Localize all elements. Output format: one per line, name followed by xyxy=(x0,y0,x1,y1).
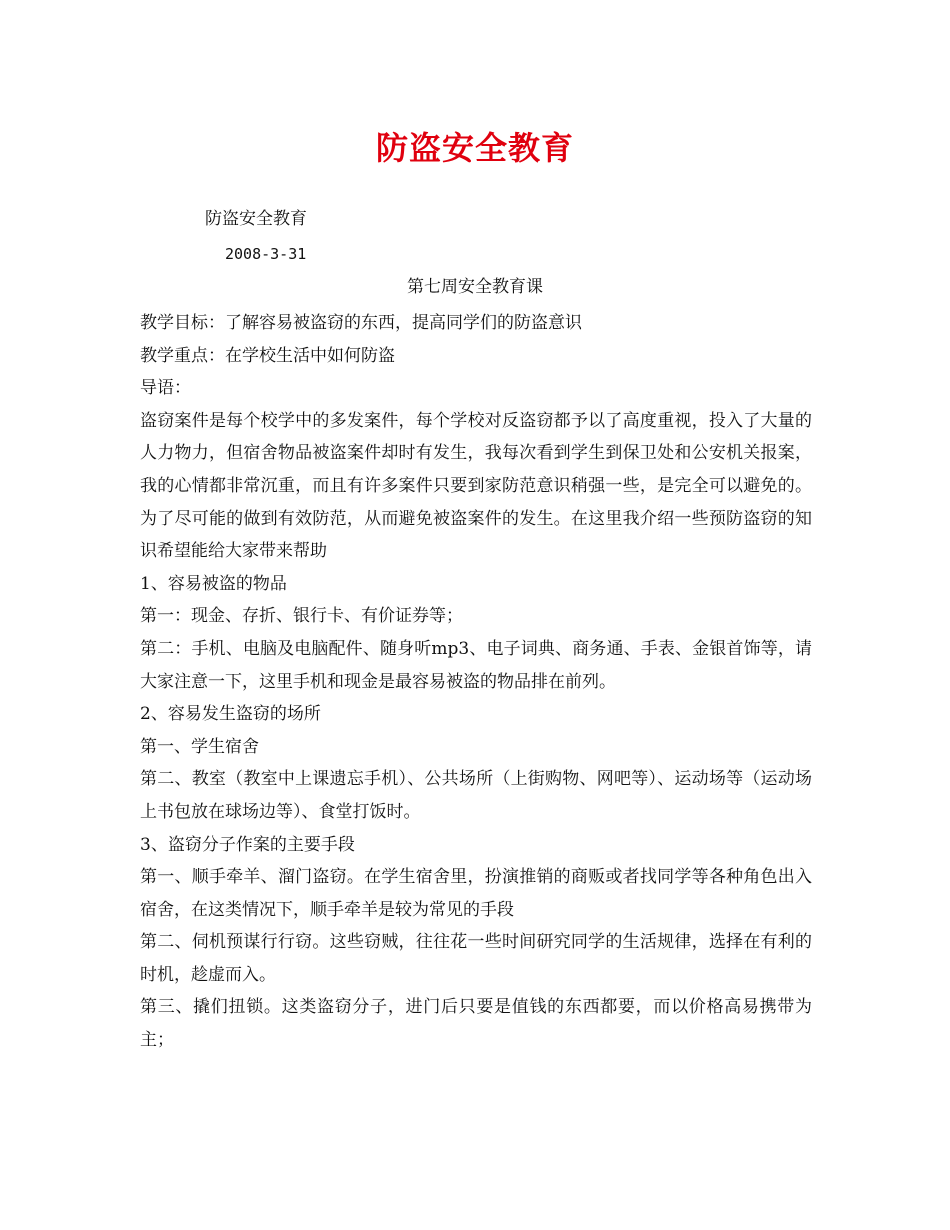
paragraph: 第二：手机、电脑及电脑配件、随身听mp3、电子词典、商务通、手表、金银首饰等，请大家注意一下，这里手机和现金是最容易被盗的物品排在前列。 xyxy=(140,638,812,692)
document-title: 防盗安全教育 xyxy=(375,129,574,167)
paragraph: 第一：现金、存折、银行卡、有价证券等； xyxy=(140,606,463,627)
paragraph: 第一、学生宿舍 xyxy=(140,736,259,757)
paragraph: 第二、教室（教室中上课遗忘手机）、公共场所（上街购物、网吧等）、运动场等（运动场上书包放在球场边等）、食堂打饭时。 xyxy=(140,769,812,822)
section-heading-3: 3、盗窃分子作案的主要手段 xyxy=(140,834,355,855)
paragraph: 第三、撬们扭锁。这类盗窃分子，进门后只要是值钱的东西都要，而以价格高易携带为主； xyxy=(140,997,812,1051)
paragraph: 第一、顺手牵羊、溜门盗窃。在学生宿舍里，扮演推销的商贩或者找同学等各种角色出入宿舍，在这类情况下，顺手牵羊是较为常见的手段 xyxy=(140,867,812,920)
section-heading-2: 2、容易发生盗窃的场所 xyxy=(140,704,321,725)
document-subtitle: 防盗安全教育 xyxy=(205,209,307,229)
paragraph-intro: 盗窃案件是每个校学中的多发案件，每个学校对反盗窃都予以了高度重视，投入了大量的人力物力，但宿舍物品被盗案件却时有发生，我每次看到学生到保卫处和公安机关报案，我的心情都非常沉重，而且有许多案件只要到家防范意识稍强一些，是完全可以避免的。为了尽可能的做到有效防范，从而避免被盗案件的发生。在这里我介绍一些预防盗窃的知识希望能给大家带来帮助 xyxy=(140,410,812,562)
section-heading-1: 1、容易被盗的物品 xyxy=(140,573,287,594)
paragraph-objective: 教学目标：了解容易被盗窃的东西，提高同学们的防盗意识 xyxy=(140,313,582,333)
paragraph: 第二、伺机预谋行行窃。这些窃贼，往往花一些时间研究同学的生活规律，选择在有利的时机，趁虚而入。 xyxy=(140,932,812,985)
document-body xyxy=(140,307,812,1057)
paragraph-intro-label: 导语： xyxy=(140,378,191,399)
document-date: 2008-3-31 xyxy=(225,245,307,263)
paragraph-focus: 教学重点：在学校生活中如何防盗 xyxy=(140,345,395,366)
lesson-title: 第七周安全教育课 xyxy=(407,277,543,297)
